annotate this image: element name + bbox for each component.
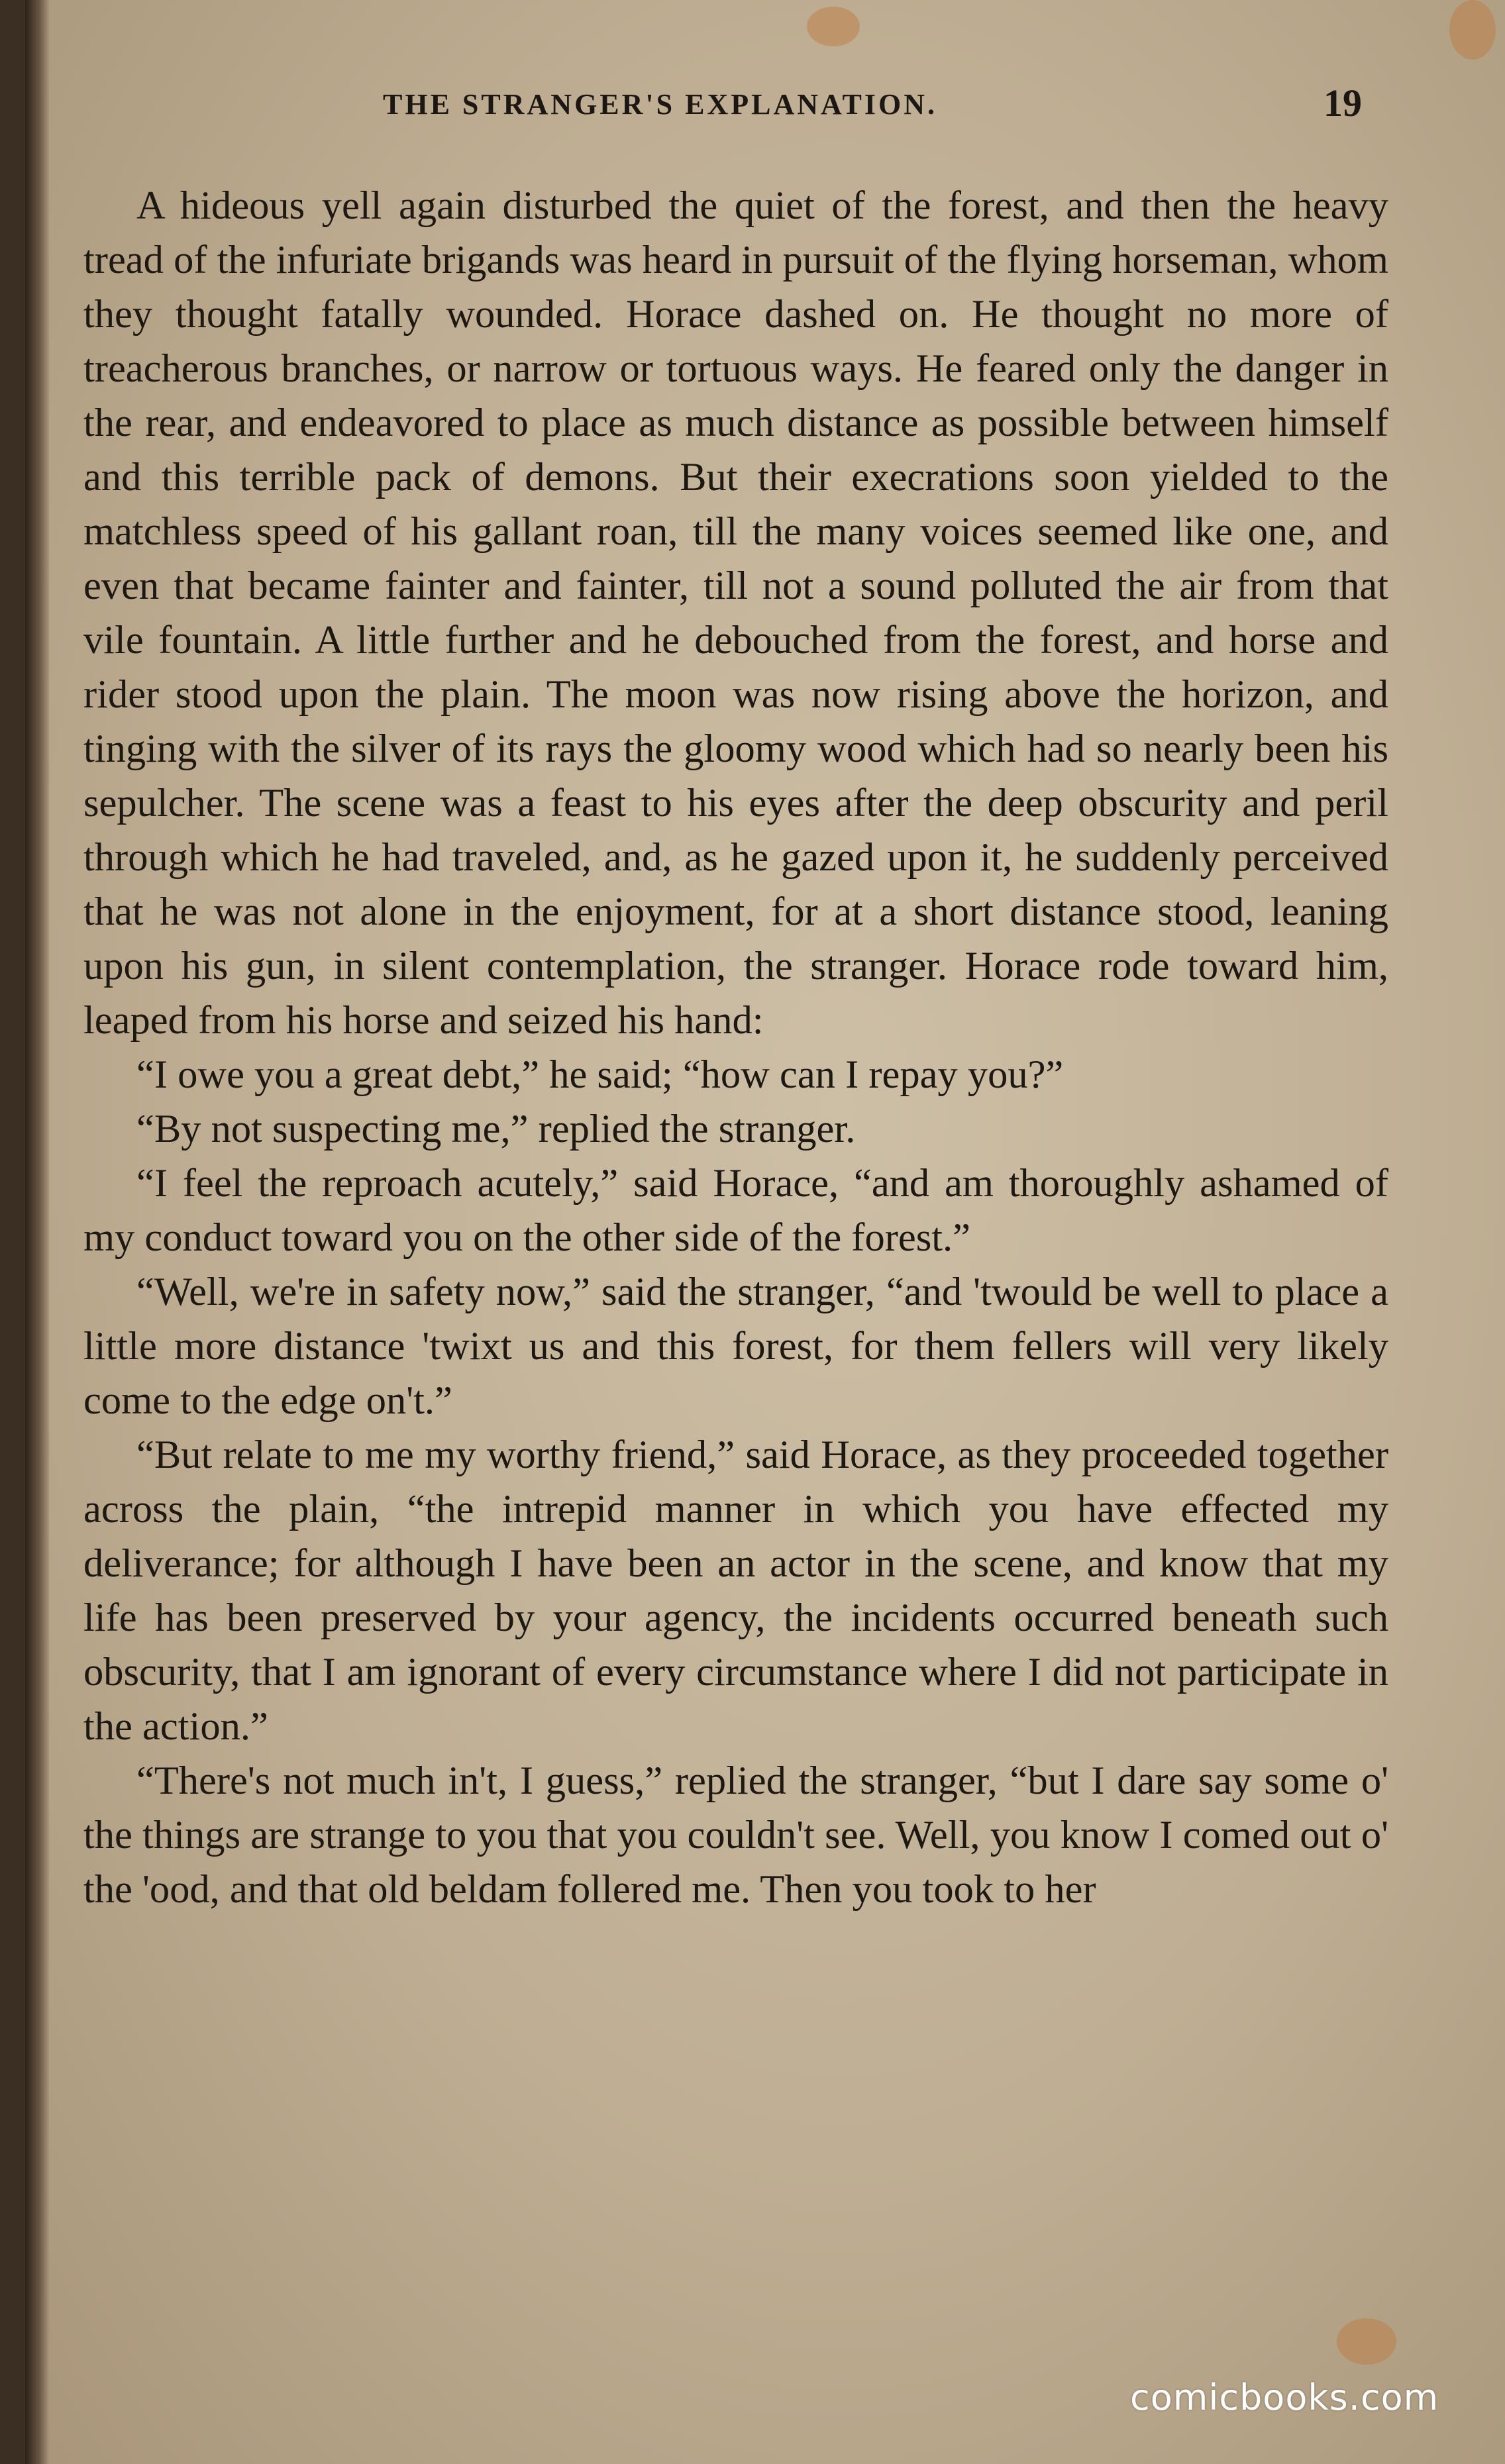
book-spine [25, 0, 49, 2464]
page-number: 19 [1323, 81, 1362, 125]
paragraph: “Well, we're in safety now,” said the stranger, “and 'twould be well to place a little more distance 'twixt us and this forest, for them fellers will very likely come to the edge on't.” [83, 1270, 1388, 1423]
paper-stain [807, 7, 860, 46]
paper-stain [1337, 2318, 1396, 2365]
paper-stain [1449, 0, 1496, 60]
paragraph: “I feel the reproach acutely,” said Horace, “and am thoroughly ashamed of my conduct toward you on the other side of the forest.” [83, 1161, 1388, 1260]
paragraph: “By not suspecting me,” replied the stranger. [136, 1107, 856, 1151]
paragraph: A hideous yell again disturbed the quiet of the forest, and then the heavy tread of the infuriate brigands was heard in pursuit of the flying horseman, whom they thought fatally wounded. Horace dashed on. He thought no more of treacherous branches, or narrow or tortuous ways. He feared only the danger in the rear, and endeavored to place as much distance as possible between himself and this terrible pack of demons. But their execrations soon yielded to the matchless speed of his gallant roan, till the many voices seemed like one, and even that became fainter and fainter, till not a sound polluted the air from that vile fountain. A little further and he debouched from the forest, and horse and rider stood upon the plain. The moon was now rising above the horizon, and tinging with the silver of its rays the gloomy wood which had so nearly been his sepulcher. The scene was a feast to his eyes after the deep obscurity and peril through which he had traveled, and, as he gazed upon it, he suddenly perceived that he was not alone in the enjoyment, for at a short distance stood, leaning upon his gun, in silent contemplation, the stranger. Horace rode toward him, leaped from his horse and seized his hand: [83, 183, 1388, 1043]
paragraph: “I owe you a great debt,” he said; “how can I repay you?” [136, 1052, 1064, 1097]
body-text [83, 179, 1388, 1917]
watermark: comicbooks.com [1130, 2377, 1439, 2418]
running-title: THE STRANGER'S EXPLANATION. [383, 88, 937, 121]
book-page [25, 0, 1505, 2464]
paragraph: “There's not much in't, I guess,” replied the stranger, “but I dare say some o' the things are strange to you that you couldn't see. Well, you know I comed out o' the 'ood, and that old beldam follered me. Then you took to her [83, 1759, 1388, 1912]
page-header [25, 81, 1505, 140]
paragraph: “But relate to me my worthy friend,” said Horace, as they proceeded together across the plain, “the intrepid manner in which you have effected my deliverance; for although I have been an actor in the scene, and know that my life has been preserved by your agency, the incidents occurred beneath such obscurity, that I am ignorant of every circumstance where I did not participate in the action.” [83, 1433, 1388, 1749]
